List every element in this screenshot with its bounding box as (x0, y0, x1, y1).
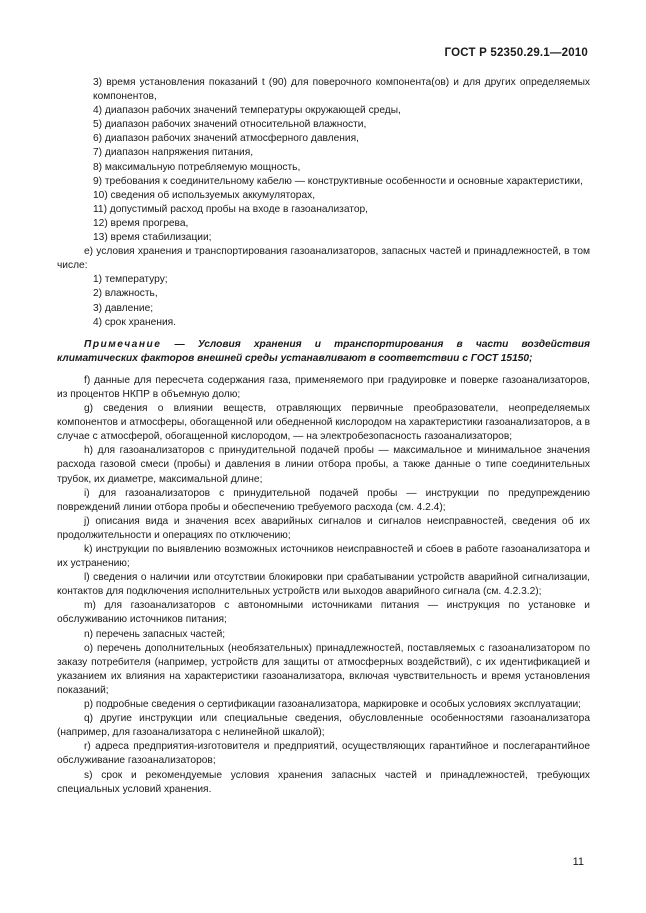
list-item: p) подробные сведения о сертификации газоанализатора, маркировке и особых условиях эксплуатации; (84, 699, 581, 711)
list-item: g) сведения о влиянии веществ, отравляющих первичные преобразователи, неопределяемых компонентов и атмосферы, обогащенной или обедненной кислородом на характеристики газоанализаторов, а в случае с атмосферой, обогащенной кислородом, — на электробезопасность газоанализаторов; (57, 403, 590, 443)
document-body (57, 76, 590, 797)
list-item: 13) время стабилизации; (93, 232, 212, 244)
list-item: m) для газоанализаторов с автономными источниками питания — инструкция по установке и обслуживанию источников питания; (57, 600, 590, 626)
list-item: 5) диапазон рабочих значений относительной влажности, (93, 119, 367, 131)
list-item: i) для газоанализаторов с принудительной подачей пробы — инструкции по предупреждению повреждений линии отбора пробы и обеспечению требуемого расхода (см. 4.2.4); (57, 487, 590, 513)
list-item: 4) диапазон рабочих значений температуры окружающей среды, (93, 105, 401, 117)
list-item: 11) допустимый расход пробы на входе в газоанализатор, (93, 203, 368, 215)
list-item: s) срок и рекомендуемые условия хранения запасных частей и принадлежностей, требующих специальных условий хранения. (57, 769, 590, 795)
note-label: Примечание (84, 338, 162, 350)
list-item: n) перечень запасных частей; (84, 628, 226, 640)
list-item: 3) время установления показаний t (90) для поверочного компонента(ов) и для других определяемых компонентов, (93, 77, 590, 103)
list-item: o) перечень дополнительных (необязательных) принадлежностей, поставляемых с газоанализатором по заказу потребителя (например, устройств для защиты от атмосферных воздействий), с их идентификацией и указанием их влияния на характеристики газоанализатора, включая чувствительность и время установления показаний; (57, 642, 590, 696)
sub-list-item: 1) температуру; (93, 274, 168, 286)
list-item: r) адреса предприятия-изготовителя и предприятий, осуществляющих гарантийное и послегарантийное обслуживание газоанализаторов; (57, 741, 590, 767)
list-item: 12) время прогрева, (93, 217, 189, 229)
list-item-e: е) условия хранения и транспортирования газоанализаторов, запасных частей и принадлежностей, в том числе: (57, 246, 590, 272)
list-item: 10) сведения об используемых аккумуляторах, (93, 189, 316, 201)
sub-list-item: 2) влажность, (93, 288, 158, 300)
list-item: 7) диапазон напряжения питания, (93, 147, 254, 159)
page-number: 11 (572, 856, 584, 868)
list-item: 6) диапазон рабочих значений атмосферного давления, (93, 133, 359, 145)
list-item: h) для газоанализаторов с принудительной подачей пробы — максимальное и минимальное значения расхода газовой смеси (пробы) и давления в линии отбора пробы, а также данные о типе соединительных трубок, их диаметре, максимальной длине; (57, 445, 590, 485)
list-item: 9) требования к соединительному кабелю — конструктивные особенности и основные характеристики, (93, 175, 583, 187)
list-item: 8) максимальную потребляемую мощность, (93, 161, 301, 173)
list-item: k) инструкции по выявлению возможных источников неисправностей и сбоев в работе газоанализатора и их устранению; (57, 544, 590, 570)
page-header: ГОСТ Р 52350.29.1—2010 (444, 47, 588, 59)
list-item: q) другие инструкции или специальные сведения, обусловленные особенностями газоанализатора (например, для газоанализатора с нелинейной шкалой); (57, 713, 590, 739)
note (57, 338, 590, 366)
sub-list-item: 4) срок хранения. (93, 316, 176, 328)
note-text: — Условия хранения и транспортирования в части воздействия климатических факторов внешней среды устанавливают в соответствии с ГОСТ 15150; (57, 338, 590, 364)
sub-list-item: 3) давление; (93, 302, 154, 314)
list-item: f) данные для пересчета содержания газа, применяемого при градуировке и поверке газоанализаторов, из процентов НКПР в объемную долю; (57, 374, 590, 400)
list-item: j) описания вида и значения всех аварийных сигналов и сигналов неисправностей, сведения об их продолжительности и операциях по отключению; (57, 515, 590, 541)
list-item: l) сведения о наличии или отсутствии блокировки при срабатывании устройств аварийной сигнализации, контактов для подключения исполнительных устройств или выходов аварийного сигнала (см. 4.2.3.2); (57, 572, 590, 598)
